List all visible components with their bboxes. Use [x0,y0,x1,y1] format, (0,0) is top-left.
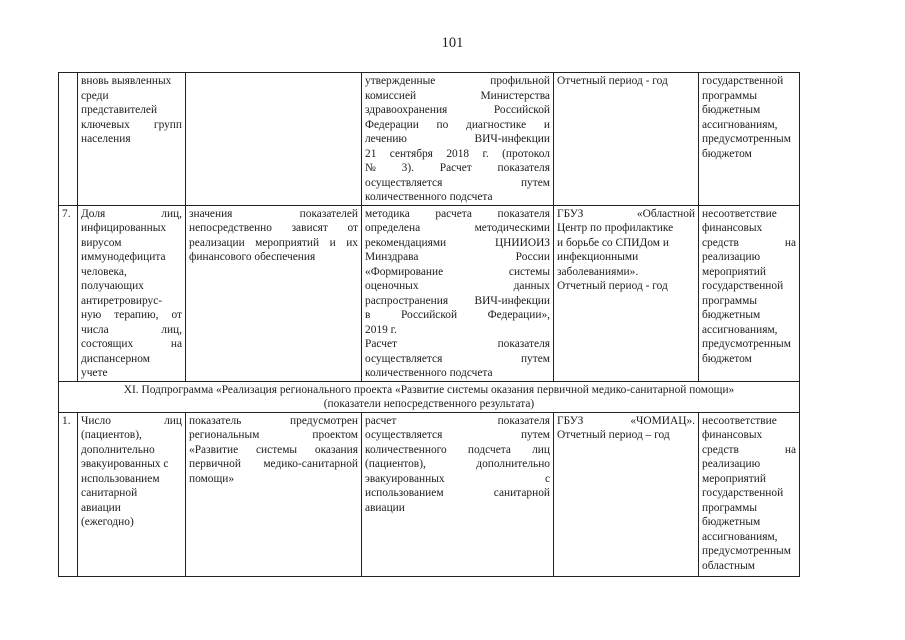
risk-cell [699,412,800,576]
cell-line: в Российской Федерации», [365,309,550,321]
page-number: 101 [441,35,464,51]
cell-line: получающих [81,280,144,292]
section-title: XI. Подпрограмма «Реализация регионального проекта «Развитие системы оказания первичной медико-санитарной помощи» [123,383,735,396]
cell-line: инфицированных [81,222,167,234]
cell-line: вирусом [81,236,122,249]
indicators-table [58,72,800,577]
cell-line: осуществляется путем [365,429,550,441]
implementation-cell [186,205,362,381]
cell-line: бюджетным [702,104,761,116]
cell-line: Отчетный период – год [557,429,670,441]
risk-cell [699,205,800,381]
cell-line: № 3). Расчет показателя [365,162,550,174]
cell-line: значения показателей [189,207,358,220]
section-subtitle: (показатели непосредственного результата) [323,398,535,410]
cell-line: (ежегодно) [81,516,134,528]
cell-line: бюджетным [702,516,761,528]
cell-line: инфекционными [557,251,639,263]
cell-line: Отчетный период - год [557,280,668,292]
cell-line: эвакуированных с [81,458,169,470]
cell-line: финансового обеспечения [189,251,316,263]
implementation-cell [186,412,362,576]
cell-line: государственной [702,75,784,87]
cell-line: Число лиц [81,414,182,427]
cell-line: региональным проектом [189,429,358,441]
cell-line: состоящих на [81,338,182,350]
cell-line: Федерации по диагностике и [365,118,550,131]
cell-line: ключевых групп [81,118,182,131]
cell-line: бюджетным [702,309,761,321]
cell-line: учете [81,367,108,379]
cell-line: диспансерном [81,352,150,365]
cell-line: вновь выявленных [81,75,172,87]
cell-line: финансовых [702,222,763,234]
cell-line: количественного подсчета лиц [365,443,550,456]
executor-cell [554,205,699,381]
cell-line: финансовых [702,429,763,441]
cell-line: 21 сентября 2018 г. (протокол [365,147,550,160]
cell-line: населения [81,133,131,145]
cell-line: ассигнованиям, [702,118,778,131]
method-cell [362,205,554,381]
cell-line: «Формирование системы [365,265,550,278]
executor-cell [554,73,699,206]
section-header-row [59,381,800,412]
cell-line: реализацию [702,251,761,263]
cell-line: утвержденные профильной [365,75,550,87]
cell-line: ассигнованиям, [702,323,778,336]
cell-line: рекомендациями ЦНИИОИЗ [365,236,550,249]
cell-line: бюджетом [702,147,752,160]
cell-line: осуществляется путем [365,352,550,365]
cell-line: ную терапию, от [81,309,182,321]
cell-line: непосредственно зависят от [189,222,358,234]
cell-line: реализации мероприятий и их [189,236,358,249]
cell-line: использованием санитарной [365,487,550,499]
cell-line: Центр по профилактике [557,222,674,234]
risk-cell [699,73,800,206]
implementation-cell [186,73,362,206]
cell-line: средств на [702,236,796,249]
cell-line: определена методическими [365,222,550,234]
cell-line: дополнительно [81,443,155,456]
cell-line: расчет показателя [365,414,550,427]
cell-line: здравоохранения Российской [365,104,550,116]
cell-line: использованием [81,472,160,485]
cell-line: лечению ВИЧ-инфекции [365,133,550,145]
cell-line: государственной [702,487,784,499]
cell-line: (пациентов), [81,429,142,441]
executor-cell [554,412,699,576]
cell-line: человека, [81,265,127,278]
cell-line: оценочных данных [365,280,550,292]
cell-line: эвакуированных с [365,472,550,485]
cell-line: предусмотренным [702,338,791,350]
cell-line: заболеваниями». [557,265,639,278]
cell-line: «Развитие системы оказания [189,443,358,456]
cell-line: антиретровирус- [81,294,163,307]
cell-line: Доля лиц, [81,207,182,220]
cell-line: мероприятий [702,265,766,278]
cell-line: реализацию [702,458,761,470]
cell-line: несоответствие [702,414,777,427]
table-row [59,205,800,381]
cell-line: предусмотренным [702,545,791,557]
method-cell [362,412,554,576]
cell-line: Отчетный период - год [557,75,668,87]
cell-line: и борьбе со СПИДом и [557,236,669,249]
row-number [59,73,78,206]
cell-line: числа лиц, [81,323,182,336]
cell-line: количественного подсчета [365,191,493,203]
cell-line: помощи» [189,472,235,485]
table-row [59,73,800,206]
cell-line: бюджетом [702,352,752,365]
method-cell [362,73,554,206]
cell-line: ГБУЗ «Областной [557,207,695,220]
cell-line: предусмотренным [702,133,791,145]
cell-line: санитарной [81,487,138,499]
cell-line: иммунодефицита [81,251,166,263]
indicator-cell [78,73,186,206]
cell-line: ассигнованиям, [702,530,778,543]
cell-line: мероприятий [702,472,766,485]
cell-line: государственной [702,280,784,292]
cell-line: 2019 г. [365,323,397,336]
row-number: 1. [59,412,78,576]
table-row [59,412,800,576]
cell-line: комиссией Министерства [365,89,550,102]
cell-line: (пациентов), дополнительно [365,458,550,470]
cell-line: программы [702,294,757,307]
cell-line: авиации [365,501,405,514]
cell-line: представителей [81,104,158,116]
cell-line: Минздрава России [365,251,550,263]
cell-line: программы [702,89,757,102]
cell-line: первичной медико-санитарной [189,458,358,470]
cell-line: несоответствие [702,207,777,220]
indicator-cell [78,412,186,576]
cell-line: показатель предусмотрен [189,414,358,427]
cell-line: средств на [702,443,796,456]
cell-line: Расчет показателя [365,338,550,350]
cell-line: распространения ВИЧ-инфекции [365,294,550,307]
indicator-cell [78,205,186,381]
cell-line: среди [81,89,109,102]
cell-line: ГБУЗ «ЧОМИАЦ». [557,414,695,427]
cell-line: областным [702,559,755,572]
section-header [59,381,800,412]
cell-line: количественного подсчета [365,367,493,379]
cell-line: авиации [81,501,121,514]
cell-line: программы [702,501,757,514]
cell-line: осуществляется путем [365,176,550,189]
cell-line: методика расчета показателя [365,207,550,220]
row-number: 7. [59,205,78,381]
